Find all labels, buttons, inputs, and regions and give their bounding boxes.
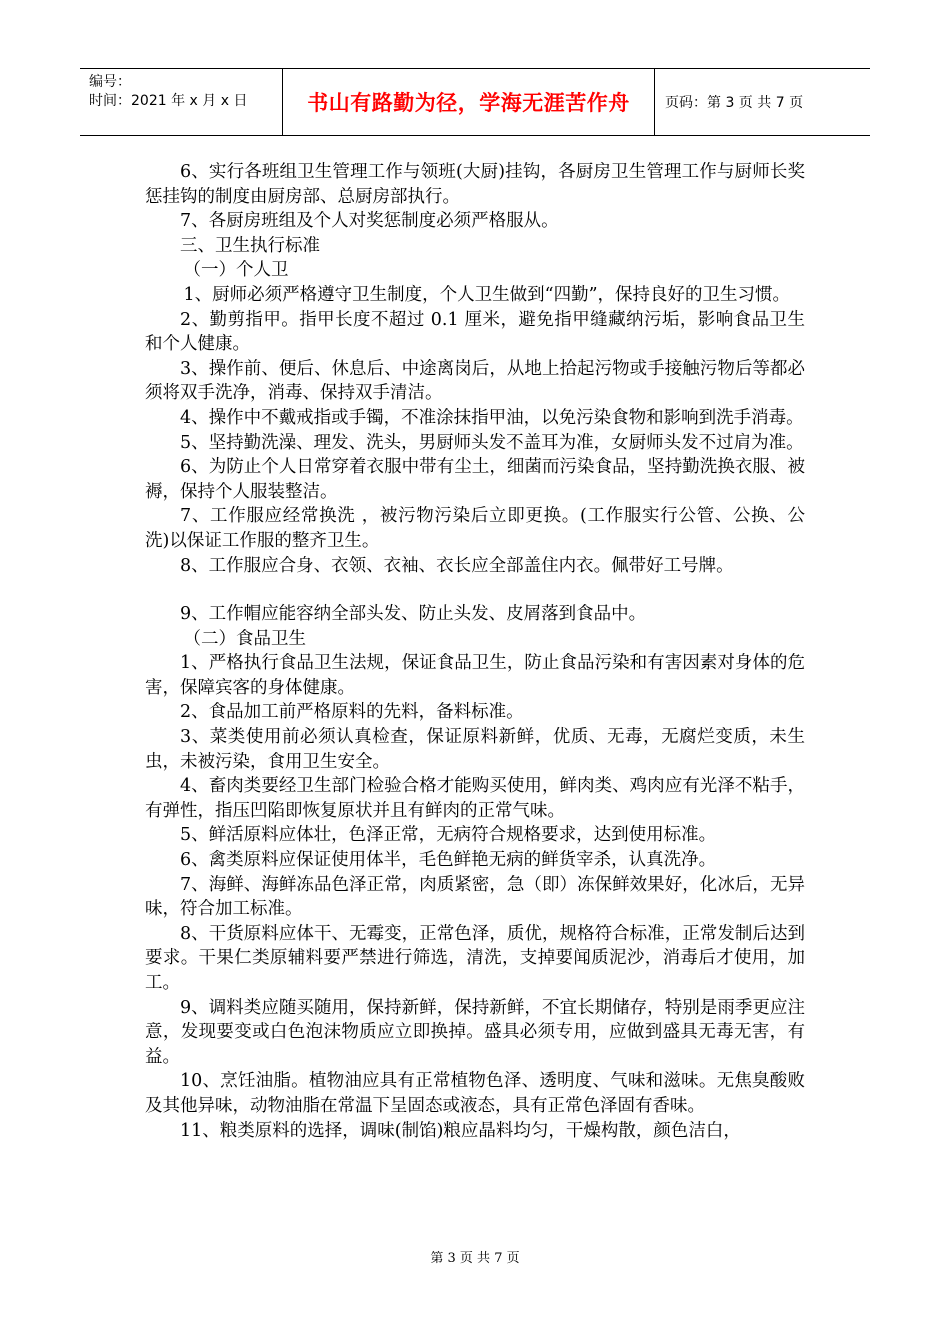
paragraph: 5、坚持勤洗澡、理发、洗头，男厨师头发不盖耳为准，女厨师头发不过肩为准。 (180, 432, 804, 453)
paragraph: 4、畜肉类要经卫生部门检验合格才能购买使用，鲜肉类、鸡肉应有光泽不粘手，有弹性，指压凹陷即恢复原状并且有鲜肉的正常气味。 (145, 776, 805, 821)
section-heading: 三、卫生执行标准 (180, 235, 320, 256)
page-footer: 第 3 页 共 7 页 (430, 1251, 520, 1266)
document-body (145, 160, 805, 1143)
header-meta (80, 69, 283, 135)
subsection-heading: （一）个人卫 (183, 260, 289, 281)
paragraph: 6、实行各班组卫生管理工作与领班(大厨)挂钩，各厨房卫生管理工作与厨师长奖惩挂钩的制度由厨房部、总厨房部执行。 (145, 162, 805, 207)
paragraph: 8、工作服应合身、衣领、衣袖、衣长应全部盖住内衣。佩带好工号牌。 (180, 555, 734, 576)
paragraph: 2、勤剪指甲。指甲长度不超过 0.1 厘米，避免指甲缝藏纳污垢，影响食品卫生和个人健康。 (145, 309, 805, 355)
paragraph: 6、为防止个人日常穿着衣服中带有尘土，细菌而污染食品，坚持勤洗换衣服、被褥，保持个人服装整洁。 (145, 457, 805, 502)
paragraph: 7、各厨房班组及个人对奖惩制度必须严格服从。 (180, 211, 559, 232)
paragraph: 3、操作前、便后、休息后、中途离岗后，从地上拾起污物或手接触污物后等都必须将双手洗净，消毒、保持双手清洁。 (145, 358, 805, 404)
header-page-info: 页码：第 3 页 共 7 页 (665, 95, 804, 111)
paragraph: 10、烹饪油脂。植物油应具有正常植物色泽、透明度、气味和滋味。无焦臭酸败及其他异味，动物油脂在常温下呈固态或液态，具有正常色泽固有香味。 (145, 1071, 805, 1116)
paragraph: 3、菜类使用前必须认真检查，保证原料新鲜，优质、无毒，无腐烂变质，未生虫，未被污染，食用卫生安全。 (145, 727, 805, 772)
paragraph: 11、粮类原料的选择，调味(制馅)粮应晶料均匀，干燥构散，颜色洁白， (180, 1120, 741, 1141)
document-date: 时间：2021 年 x 月 x 日 (89, 93, 248, 109)
paragraph: 2、食品加工前严格原料的先料，备料标准。 (180, 702, 524, 723)
document-number-label: 编号： (89, 74, 131, 90)
paragraph: 1、严格执行食品卫生法规，保证食品卫生，防止食品污染和有害因素对身体的危害，保障宾客的身体健康。 (145, 653, 805, 698)
paragraph: 7、工作服应经常换洗 ，被污物污染后立即更换。(工作服实行公管、公换、公洗)以保证工作服的整齐卫生。 (145, 506, 805, 551)
subsection-heading: （二）食品卫生 (183, 628, 306, 649)
paragraph: 9、调料类应随买随用，保持新鲜，保持新鲜，不宜长期储存，特别是雨季更应注意，发现要变或白色泡沫物质应立即换掉。盛具必须专用，应做到盛具无毒无害，有益。 (145, 997, 805, 1067)
paragraph: 1、厨师必须严格遵守卫生制度，个人卫生做到“四勤”，保持良好的卫生习惯。 (183, 284, 791, 305)
paragraph: 9、工作帽应能容纳全部头发、防止头发、皮屑落到食品中。 (180, 604, 647, 625)
header-motto: 书山有路勤为径，学海无涯苦作舟 (283, 69, 655, 135)
paragraph: 4、操作中不戴戒指或手镯，不准涂抹指甲油，以免污染食物和影响到洗手消毒。 (180, 407, 804, 428)
page-header (80, 68, 870, 136)
paragraph: 6、禽类原料应保证使用体半，毛色鲜艳无病的鲜货宰杀，认真洗净。 (180, 850, 717, 871)
paragraph: 5、鲜活原料应体壮，色泽正常，无病符合规格要求，达到使用标准。 (180, 825, 717, 846)
paragraph: 8、干货原料应体干、无霉变，正常色泽，质优，规格符合标准，正常发制后达到要求。干果仁类原辅料要严禁进行筛选，清洗，支掉要闻质泥沙，消毒后才使用，加工。 (145, 923, 805, 993)
paragraph: 7、海鲜、海鲜冻品色泽正常，肉质紧密，急（即）冻保鲜效果好，化冰后，无异味，符合加工标准。 (145, 874, 805, 920)
